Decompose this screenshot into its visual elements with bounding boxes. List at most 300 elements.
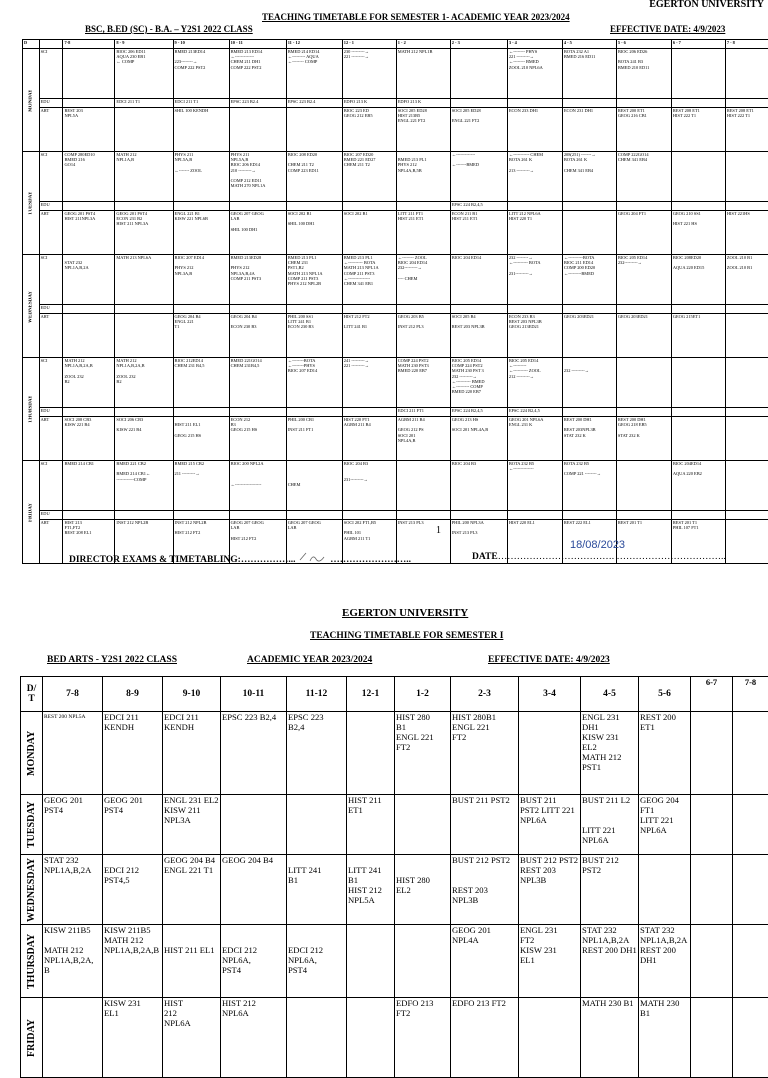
timetable-cell [725, 202, 768, 211]
timetable-cell [562, 202, 616, 211]
timetable-cell [396, 511, 450, 520]
timetable-cell: AGBM 211 B4 GEOG 212 PS SOCI 201 NPL4A,B [396, 417, 450, 461]
group-label: ART [39, 417, 63, 461]
timetable-cell [450, 511, 507, 520]
timetable-cell: ←--------BOTA ←--------PHYS BIOC 207 ED14 [286, 358, 342, 408]
timetable-cell: ENGL 221 B1 KISW 221 NPL6B [173, 211, 229, 255]
timetable-cell: BIOC 205 ED14 ←--------- ←---------- ZOOL 212 ---------→ [507, 358, 562, 408]
timetable-cell: ←----------BOTA BIOC 211 ED14 COMP 200 ED20 ←---------BMED [562, 255, 616, 305]
sheet2-header-cell: 10-11 [221, 677, 287, 712]
timetable-cell: BMED 213ED28 PHYS 212 NPL3A,B,4A COMP 211 PST3 [229, 255, 286, 305]
timetable-cell: GEOG 210 SS1 HIST 221 HS [671, 211, 725, 255]
timetable-cell: EDCI 211 FT1 [396, 408, 450, 417]
timetable-cell [229, 305, 286, 314]
timetable-cell [396, 461, 450, 511]
sheet1-row [23, 211, 768, 255]
sheet1-row [23, 152, 768, 202]
sheet1-header-cell: 2 - 3 [450, 40, 507, 49]
timetable-cell: GEOG 213 HS SOCI 201 NPL4A,B [450, 417, 507, 461]
sheet2-effective-date: EFFECTIVE DATE: 4/9/2023 [488, 655, 610, 665]
signature-mark [298, 552, 328, 565]
timetable-cell: MATH 212 NPL1A,B,2A,B ZOOL 232 B2 [63, 358, 115, 408]
group-label: ART [39, 314, 63, 358]
timetable-cell [63, 99, 115, 108]
timetable-cell: MATH 230 B1 [581, 998, 639, 1078]
timetable-cell [725, 305, 768, 314]
day-label: WEDNESDAY [23, 255, 40, 358]
timetable-cell: SHIL 100 KENDH [173, 108, 229, 152]
timetable-cell [43, 998, 103, 1078]
timetable-cell: BIOC 206 ED11 AQUA 230 EB1 ← COMP [115, 49, 173, 99]
timetable-cell: PHIL 200 CB1 INST 211 FT1 [286, 417, 342, 461]
timetable-cell [173, 305, 229, 314]
timetable-cell: BIOC 207 ED20 BMED 221 ED27 CHEM 211 T2 [342, 152, 396, 202]
sheet2-row [21, 712, 768, 795]
timetable-cell [671, 305, 725, 314]
day-label: THURSDAY [21, 925, 43, 998]
group-label: SCI [39, 255, 63, 305]
timetable-cell: GEOG 201 NPL4A [451, 925, 519, 998]
timetable-cell [507, 511, 562, 520]
sheet1-header-cell: 7 - 8 [725, 40, 768, 49]
timetable-cell: PHYS 211 NPL5A,B BIOC 206 ED14 210 ---------→ COMP 212 ED11 MATH 270 NPL1A [229, 152, 286, 202]
timetable-cell: ECON 211 B1 HIST 211 ET1 [450, 211, 507, 255]
timetable-cell: EPSC 223 B2.4 [286, 99, 342, 108]
timetable-cell: ZOOL 210 B1 ZOOL 210 B1 [725, 255, 768, 305]
timetable-cell [671, 152, 725, 202]
timetable-cell [733, 855, 768, 925]
timetable-cell [507, 99, 562, 108]
sheet2-class: BED ARTS - Y2S1 2022 CLASS [47, 655, 177, 665]
timetable-cell: MATH 213 NPL6A [115, 255, 173, 305]
timetable-cell: INST 212 NPL2B HIST 212 FT2 [173, 520, 229, 564]
timetable-cell: MATH 212 NPL1A,B [115, 152, 173, 202]
timetable-cell [342, 202, 396, 211]
timetable-cell [671, 511, 725, 520]
day-label: THURSDAY [23, 358, 40, 461]
sheet1-header-cell: 7-8 [63, 40, 115, 49]
sheet2-title: TEACHING TIMETABLE FOR SEMESTER I [310, 631, 503, 641]
timetable-cell: REST 201 T1 PHIL 107 FT1 [671, 520, 725, 564]
timetable-cell: REST 208 ET1 HIST 222 T1 [725, 108, 768, 152]
timetable-cell [733, 712, 768, 795]
timetable-cell: REST 200 ET1 GEOG 216 CB1 [616, 108, 671, 152]
timetable-cell: GEOG 204 FT1 [616, 211, 671, 255]
group-label: SCI [39, 152, 63, 202]
timetable-cell [342, 305, 396, 314]
timetable-cell: KISW 231 EL1 [103, 998, 163, 1078]
sheet1-row [23, 408, 768, 417]
timetable-cell: EDFO 213 K [342, 99, 396, 108]
timetable-cell [115, 305, 173, 314]
sheet1-row [23, 511, 768, 520]
timetable-cell [671, 408, 725, 417]
timetable-cell: REST 200 ET1 [639, 712, 691, 795]
timetable-cell: EDCI 212 PST4,5 [103, 855, 163, 925]
timetable-cell: EPSC 223 B2,4 [221, 712, 287, 795]
timetable-cell: SOCI 202 B1 [342, 211, 396, 255]
timetable-cell [63, 314, 115, 358]
timetable-cell: BUST 212 PST2 [581, 855, 639, 925]
group-label: ART [39, 108, 63, 152]
timetable-cell: KISW 211B5 MATH 212 NPL1A,B,2A, B [43, 925, 103, 998]
timetable-cell: BMED 214 ED14 ←--------- AQUA ←-------- COMP [286, 49, 342, 99]
timetable-cell: BMED 221GO14 CHEM 231B4,5 [229, 358, 286, 408]
timetable-cell: BIOC 200 NPL2A ←------------------ [229, 461, 286, 511]
timetable-cell [725, 358, 768, 408]
top-university-name: EGERTON UNIVERSITY [649, 0, 764, 10]
sheet2-header-cell: 2-3 [451, 677, 519, 712]
timetable-cell: PHIL 200 SS1 LITT 241 B1 ECON 230 B3 [286, 314, 342, 358]
group-label: SCI [39, 461, 63, 511]
timetable-cell: GEOG 204 B4 ECON 230 B3 [229, 314, 286, 358]
timetable-cell: EDCI 211 T1 [115, 99, 173, 108]
timetable-cell: COMP 222GO14 CHEM 341 EB4 [616, 152, 671, 202]
timetable-cell [519, 712, 581, 795]
timetable-cell: CHEM [286, 461, 342, 511]
director-text: DIRECTOR EXAMS & TIMETABLING:……………... [69, 555, 295, 565]
timetable-cell [347, 998, 395, 1078]
timetable-cell [691, 855, 733, 925]
timetable-cell [616, 99, 671, 108]
timetable-cell: HIST 221HS [725, 211, 768, 255]
timetable-cell: EPSC 223 B2,4 [287, 712, 347, 795]
timetable-cell: BOTA 232 B5 ←-------------- [507, 461, 562, 511]
sheet1-row [23, 202, 768, 211]
timetable-cell: PHYS 211 NPL5A,B ←------- ZOOL [173, 152, 229, 202]
timetable-cell: ENGL 231 FT2 KISW 231 EL1 [519, 925, 581, 998]
timetable-cell: GEOG 201 PST4 ECON 231 B2 HIST 211 NPL3A [115, 211, 173, 255]
timetable-cell: REST 200 DH1 REST 203NPL3B STAT 232 K [562, 417, 616, 461]
timetable-cell: GEOG 201 PST4 HIST 211NPL3A [63, 211, 115, 255]
group-label: EDU [39, 99, 63, 108]
sheet1-header-cell [39, 40, 63, 49]
timetable-cell [221, 795, 287, 855]
timetable-cell: ECON 233 DH1 [507, 108, 562, 152]
timetable-cell [733, 998, 768, 1078]
timetable-cell [562, 511, 616, 520]
sheet2-row [21, 795, 768, 855]
timetable-cell [173, 408, 229, 417]
timetable-cell [286, 202, 342, 211]
timetable-cell [691, 998, 733, 1078]
timetable-cell [671, 358, 725, 408]
timetable-cell: SOCI 205 ED28 ENGL 221 FT2 [450, 108, 507, 152]
date-line [472, 552, 726, 562]
timetable-cell [562, 305, 616, 314]
sheet2-header-cell: D/ T [21, 677, 43, 712]
timetable-cell: EDCI 212 NPL6A, PST4 [221, 925, 287, 998]
timetable-cell: BMED 213 PL1 ←---------- BOTA MATH 213 NPL1A COMP 211 PST3 ←--------------- CHEM 341 EB1 [342, 255, 396, 305]
timetable-cell [63, 49, 115, 99]
sheet2-year: ACADEMIC YEAR 2023/2024 [247, 655, 372, 665]
timetable-cell: BMED 221 CB2 BMED 214 CB1← ------------COMP [115, 461, 173, 511]
timetable-cell [347, 712, 395, 795]
timetable-cell: SOCI 202 FT1,B5 PHIL 101 AGBM 211 T1 [342, 520, 396, 564]
sheet2-row [21, 925, 768, 998]
timetable-cell: EDFO 213 FT2 [395, 998, 451, 1078]
sheet2-header-cell: 7-8 [43, 677, 103, 712]
timetable-cell: REST 200 NPL5A [43, 712, 103, 795]
day-label: FRIDAY [21, 998, 43, 1078]
timetable-cell: HIST 220 EL1 [507, 520, 562, 564]
timetable-cell: GEOG 207 GEOG LAB HIST 212 FT2 [229, 520, 286, 564]
timetable-cell: HIST 280B1 ENGL 221 FT2 [451, 712, 519, 795]
timetable-cell [733, 925, 768, 998]
timetable-cell: 232 ---------→ [562, 358, 616, 408]
timetable-cell: GEOG 203ED21 [562, 314, 616, 358]
timetable-cell: SOCI 205 B4 REST 203 NPL3B [450, 314, 507, 358]
sheet1-header-cell: 8 - 9 [115, 40, 173, 49]
group-label: ART [39, 520, 63, 564]
group-label: EDU [39, 202, 63, 211]
timetable-cell [342, 511, 396, 520]
day-label: FRIDAY [23, 461, 40, 564]
timetable-cell: BMED 213 PL1 PHYS 212 NPL4A,B,5B [396, 152, 450, 202]
sheet1-row [23, 305, 768, 314]
sheet2-row [21, 855, 768, 925]
timetable-cell: STAT 232 NPL1A,B,2A REST 200 DH1 [639, 925, 691, 998]
timetable-cell [286, 108, 342, 152]
timetable-cell: INST 213 PL3 [396, 520, 450, 564]
sheet1-header-cell: 11 - 12 [286, 40, 342, 49]
timetable-cell: MATH 230 B1 [639, 998, 691, 1078]
sheet1-row [23, 417, 768, 461]
timetable-cell: BUST 211 L2 LITT 221 NPL6A [581, 795, 639, 855]
timetable-cell: BMED 213ED14 223--------→ COMP 222 PST2 [173, 49, 229, 99]
timetable-cell [173, 511, 229, 520]
day-label: MONDAY [23, 49, 40, 152]
day-label: TUESDAY [21, 795, 43, 855]
timetable-cell [725, 511, 768, 520]
signature-scribble [298, 552, 328, 562]
timetable-cell: HIST 211 EL1 GEOG 215 HS [173, 417, 229, 461]
timetable-cell: HIST 212 NPL6A [163, 998, 221, 1078]
group-label: EDU [39, 305, 63, 314]
timetable-cell: ECON 212 B3 GEOG 215 HS [229, 417, 286, 461]
timetable-cell: BUST 212 PST2 REST 203 NPL3B [451, 855, 519, 925]
timetable-cell: SOCI 205 ED28 HIST 213B5 ENGL 221 FT2 [396, 108, 450, 152]
timetable-cell [671, 202, 725, 211]
sheet2-header-cell: 3-4 [519, 677, 581, 712]
sheet1-row [23, 49, 768, 99]
timetable-cell: GEOG 203 B5 INST 212 PL3 [396, 314, 450, 358]
timetable-cell [725, 461, 768, 511]
timetable-cell [725, 314, 768, 358]
timetable-cell: LITT 241 B1 [287, 855, 347, 925]
sheet1-row [23, 358, 768, 408]
timetable-cell [616, 305, 671, 314]
timetable-cell: EDCI 211 T1 [173, 99, 229, 108]
timetable-cell [395, 925, 451, 998]
sheet2-university: EGERTON UNIVERSITY [342, 607, 468, 619]
timetable-cell: GEOG 201 NPL6A ENGL 231 K [507, 417, 562, 461]
date-label: DATE [472, 552, 498, 562]
timetable-cell: REST 201 T1 [616, 520, 671, 564]
timetable-cell [229, 202, 286, 211]
timetable-cell [725, 49, 768, 99]
sheet2-header-cell: 5-6 [639, 677, 691, 712]
timetable-cell: ECON 231 DH1 [562, 108, 616, 152]
timetable-cell [725, 520, 768, 564]
sheet2-header-cell: 9-10 [163, 677, 221, 712]
sheet1-row [23, 108, 768, 152]
timetable-cell [616, 202, 671, 211]
timetable-cell: GEOG 203ED21 [616, 314, 671, 358]
timetable-cell [562, 99, 616, 108]
timetable-cell: ←-------- ZOOL BIOC 204 ED14 232---------→ ---- CHEM [396, 255, 450, 305]
timetable-cell [115, 108, 173, 152]
timetable-cell: HIST 280 B1 ENGL 221 FT2 [395, 712, 451, 795]
timetable-cell: BIOC 212ED14 CHEM 231 B4,5 [173, 358, 229, 408]
timetable-cell: EPSC 224 B2,4,5 [450, 408, 507, 417]
timetable-cell [691, 795, 733, 855]
timetable-cell [519, 998, 581, 1078]
timetable-cell: ENGL 231 DH1 KISW 231 EL2 MATH 212 PST1 [581, 712, 639, 795]
timetable-cell [342, 408, 396, 417]
timetable-cell: BMED 214 CB1 [63, 461, 115, 511]
timetable-cell: BIOC 204ED14 AQUA 220 EB2 [671, 461, 725, 511]
timetable-cell: STAT 232 NPL1A,B,2A REST 200 DH1 [581, 925, 639, 998]
timetable-cell: LITT 241 B1 HIST 212 NPL5A [347, 855, 395, 925]
timetable-cell [229, 408, 286, 417]
timetable-cell: BIOC 205 ED14 232---------→ [616, 255, 671, 305]
timetable-cell: BMED 213 PL1 CHEM 231 PST1,B2 MATH 213 NPL1A COMP 211 PST3 PHYS 212 NPL2B [286, 255, 342, 305]
timetable-cell [286, 511, 342, 520]
timetable-cell: BIOC 204 B3 [450, 461, 507, 511]
timetable-cell [115, 314, 173, 358]
timetable-cell [115, 202, 173, 211]
timetable-cell: BIOC 208 ED20 CHEM 211 T2 COMP 223 ED11 [286, 152, 342, 202]
timetable-cell [115, 511, 173, 520]
timetable-cell: BIOC 206 ED26 BOTA 241 B3 BMED 210 ED11 [616, 49, 671, 99]
page-number: 1 [436, 525, 441, 536]
timetable-cell [63, 305, 115, 314]
timetable-cell: 241 ---------→ 221 ---------→ [342, 358, 396, 408]
timetable-cell: GEOG 204 B4 [221, 855, 287, 925]
timetable-cell: HIST 212 NPL6A [221, 998, 287, 1078]
sheet1-header-cell: 3 - 4 [507, 40, 562, 49]
timetable-cell: EDCI 212 NPL6A, PST4 [287, 925, 347, 998]
sheet1-row [23, 99, 768, 108]
timetable-cell: BIOC 223 ED GEOG 212 EB5 [342, 108, 396, 152]
sheet1-header-cell: 4 - 5 [562, 40, 616, 49]
sheet1-row [23, 314, 768, 358]
sheet2-header-cell: 6-7 [691, 677, 733, 712]
sheet1-title: TEACHING TIMETABLE FOR SEMESTER 1- ACADEMIC YEAR 2023/2024 [262, 12, 570, 22]
timetable-cell: HIST 220 FT1 AGBM 211 B4 [342, 417, 396, 461]
handwritten-date: 18/08/2023 [570, 539, 625, 551]
timetable-cell [450, 49, 507, 99]
timetable-cell: MATH 212 NPL1B [396, 49, 450, 99]
day-label: TUESDAY [23, 152, 40, 255]
timetable-cell [395, 795, 451, 855]
timetable-cell: BUST 211 PST2 [451, 795, 519, 855]
timetable-cell: EDCI 211 KENDH [163, 712, 221, 795]
timetable-cell [616, 461, 671, 511]
sheet1-effective-date: EFFECTIVE DATE: 4/9/2023 [610, 24, 725, 34]
timetable-cell: LITT 212 NPL6A HIST 220 T1 [507, 211, 562, 255]
timetable-cell: GEOG 207 GEOG LAB [286, 520, 342, 564]
director-label [69, 552, 411, 565]
timetable-cell [450, 305, 507, 314]
timetable-cell [725, 417, 768, 461]
timetable-cell: GEOG 215ET1 [671, 314, 725, 358]
director-dots: …………………….. [330, 555, 411, 565]
timetable-cell [347, 925, 395, 998]
timetable-cell: MATH 212 NPL1A,B,2A,B ZOOL 232 B2 [115, 358, 173, 408]
timetable-cell [286, 305, 342, 314]
day-label: MONDAY [21, 712, 43, 795]
timetable-cell: BMED 213 ED14 ←------------- CHEM 211 DH1 COMP 222 PST2 [229, 49, 286, 99]
timetable-cell [616, 511, 671, 520]
timetable-cell: STAT 232 NPL1A,B,2A [43, 855, 103, 925]
timetable-cell: PHIL 200 NPL3A INST 213 PL3 [450, 520, 507, 564]
sheet1-header-cell: 6 - 7 [671, 40, 725, 49]
group-label: ART [39, 211, 63, 255]
timetable-cell: COMP 280ED10 BMED 216 GO14 [63, 152, 115, 202]
timetable-cell: EPSC 223 B2.4 [229, 99, 286, 108]
timetable-cell: INST 212 NPL2B [115, 520, 173, 564]
sheet1-header-cell: 12 - 1 [342, 40, 396, 49]
timetable-cell [733, 795, 768, 855]
sheet2-header-cell: 7-8 [733, 677, 768, 712]
timetable-cell [562, 408, 616, 417]
timetable-cell [725, 152, 768, 202]
sheet2-header-cell: 8-9 [103, 677, 163, 712]
timetable-cell [671, 417, 725, 461]
timetable-cell [229, 511, 286, 520]
timetable-cell [691, 712, 733, 795]
timetable-cell [63, 408, 115, 417]
timetable-cell: ←----------- CHEM BOTA 261 K 213 ---------→ [507, 152, 562, 202]
timetable-cell: BMED 215 CB2 211 ---------→ [173, 461, 229, 511]
sheet1-header-cell: 10 - 11 [229, 40, 286, 49]
timetable-cell: STAT 232 NPL1A,B,2A [63, 255, 115, 305]
timetable-cell [63, 202, 115, 211]
timetable-cell [229, 108, 286, 152]
timetable-cell: REST 200 DH1 GEOG 218 EB5 STAT 232 K [616, 417, 671, 461]
timetable-cell: LITT 211 FT1 HIST 211 ET1 [396, 211, 450, 255]
group-label: SCI [39, 49, 63, 99]
timetable-cell [450, 99, 507, 108]
timetable-cell [725, 99, 768, 108]
sheet2-header-cell: 11-12 [287, 677, 347, 712]
timetable-cell: ←------------- ←-------BMED [450, 152, 507, 202]
timetable-cell [286, 408, 342, 417]
timetable-cell: HIST 280 EL2 [395, 855, 451, 925]
sheet1-row [23, 461, 768, 511]
timetable-cell: BIOC 208ED20 AQUA 220 ED15 [671, 255, 725, 305]
timetable-cell [507, 305, 562, 314]
timetable-cell [671, 49, 725, 99]
timetable-cell [173, 202, 229, 211]
timetable-cell: GEOG 204 B4 ENGL 221 T1 [163, 855, 221, 925]
timetable-cell [115, 408, 173, 417]
timetable-cell: HIST 211 ET1 [347, 795, 395, 855]
timetable-cell: 230 ---------→ 221 ---------→ [342, 49, 396, 99]
timetable-cell: GEOG 207 GEOG LAB SHIL 100 DH1 [229, 211, 286, 255]
timetable-cell [287, 795, 347, 855]
sheet2-header-cell: 4-5 [581, 677, 639, 712]
timetable-cell: REST 222 EL1 [562, 520, 616, 564]
sheet1-class-line: BSC, B.ED (SC) - B.A. – Y2S1 2022 CLASS [85, 24, 253, 34]
sheet1-header-cell: 5 - 6 [616, 40, 671, 49]
timetable-cell: BIOC 207 ED14 PHYS 212 NPL3A,B [173, 255, 229, 305]
sheet1-header-cell: D [23, 40, 40, 49]
timetable-cell: BOTA 232 A1 BMED 216 ED11 [562, 49, 616, 99]
timetable-cell: EPSC 224 B2,4,5 [450, 202, 507, 211]
